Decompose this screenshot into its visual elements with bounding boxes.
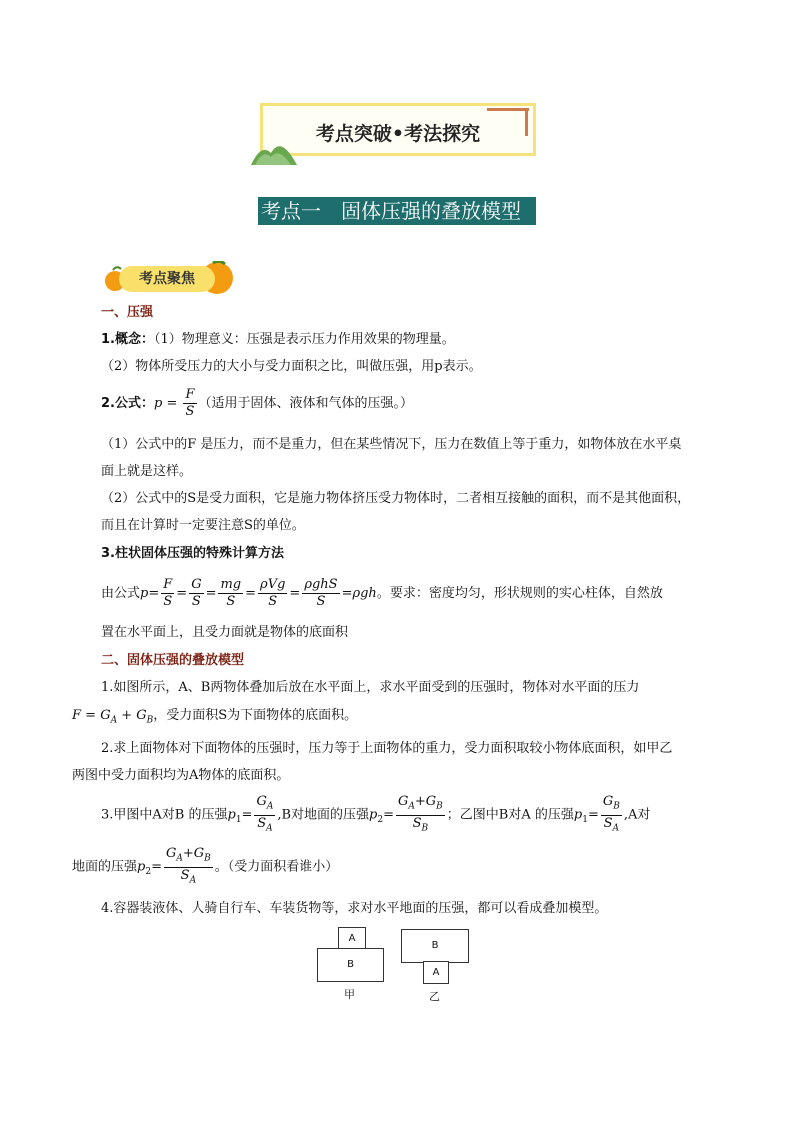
item-2a: 2.求上面物体对下面物体的压强时，压力等于上面物体的重力，受力面积取较小物体底面积，如甲乙 — [101, 741, 673, 756]
column-formula-note: 置在水平面上，且受力面就是物体的底面积 — [101, 625, 349, 640]
concept-line-2: （2）物体所受压力的大小与受力面积之比，叫做压强，用p表示。 — [101, 359, 482, 374]
fig-a-block-b: B — [317, 948, 384, 982]
heading-column-method: 3.柱状固体压强的特殊计算方法 — [101, 546, 284, 561]
item-1a: 1.如图所示，A、B两物体叠加后放在水平面上，求水平面受到的压强时，物体对水平面的压力 — [101, 680, 640, 695]
hills-icon — [251, 139, 297, 165]
fig-a-block-a: A — [338, 927, 366, 950]
para-1a: （1）公式中的F 是压力，而不是重力，但在某些情况下，压力在数值上等于重力，如物体放在水平桌 — [101, 437, 682, 452]
para-2b: 而且在计算时一定要注意S的单位。 — [101, 518, 305, 533]
focus-label: 考点聚焦 — [119, 266, 215, 292]
banner-accent-line-vertical — [525, 108, 528, 136]
section-title — [258, 197, 536, 225]
item-3-line1: 3.甲图中A对B 的压强$p_1=$ $\frac{G_A}{S_A}$ ,B对地面的压强$p_2=$ $\frac{G_A+G_B}{S_B}$ ；乙图中B对A 的压强$p_1=$ $\frac{G_B}{S_A}$ ,A对 — [101, 794, 651, 834]
para-1b: 面上就是这样。 — [101, 464, 193, 479]
item-2b: 两图中受力面积均为A物体的底面积。 — [72, 768, 290, 783]
item-4: 4.容器装液体、人骑自行车、车装货物等，求对水平地面的压强，都可以看成叠加模型。 — [101, 901, 608, 916]
fig-b-caption: 乙 — [429, 990, 440, 1003]
para-2a: （2）公式中的S是受力面积，它是施力物体挤压受力物体时，二者相互接触的面积，而不是其他面积， — [101, 491, 691, 506]
fig-b-block-b: B — [401, 929, 469, 963]
column-formula-line: 由公式p= $\frac{F}{S}$ = $\frac{G}{S}$ = $\frac{mg}{S}$ = $\frac{\text{ρVg}}{S}$ = $\frac{\text{ρghS}}{S}$ =ρgh。要求：密度均匀，形状规则的实心柱体，自然放 — [101, 577, 663, 609]
heading-pressure: 一、压强 — [101, 305, 154, 320]
section-number: 考点一 — [261, 199, 321, 223]
banner-accent-line — [487, 108, 529, 111]
banner-title: 考点突破•考法探究 — [315, 123, 481, 145]
concept-line: 1.概念：（1）物理意义：压强是表示压力作用效果的物理量。 — [101, 332, 455, 347]
heading-stack-model: 二、固体压强的叠放模型 — [101, 653, 245, 668]
item-3-line2: 地面的压强$p_2=$ $\frac{G_A+G_B}{S_A}$ 。（受力面积看谁小） — [72, 846, 339, 886]
fig-a-caption: 甲 — [344, 988, 355, 1001]
item-1b: $F = G_A + G_B$，受力面积S为下面物体的底面积。 — [72, 708, 358, 726]
section-heading: 固体压强的叠放模型 — [341, 199, 521, 223]
formula-line: 2.公式：p = $\frac{F}{S}$ （适用于固体、液体和气体的压强。） — [101, 387, 414, 419]
fig-b-block-a: A — [423, 961, 449, 984]
